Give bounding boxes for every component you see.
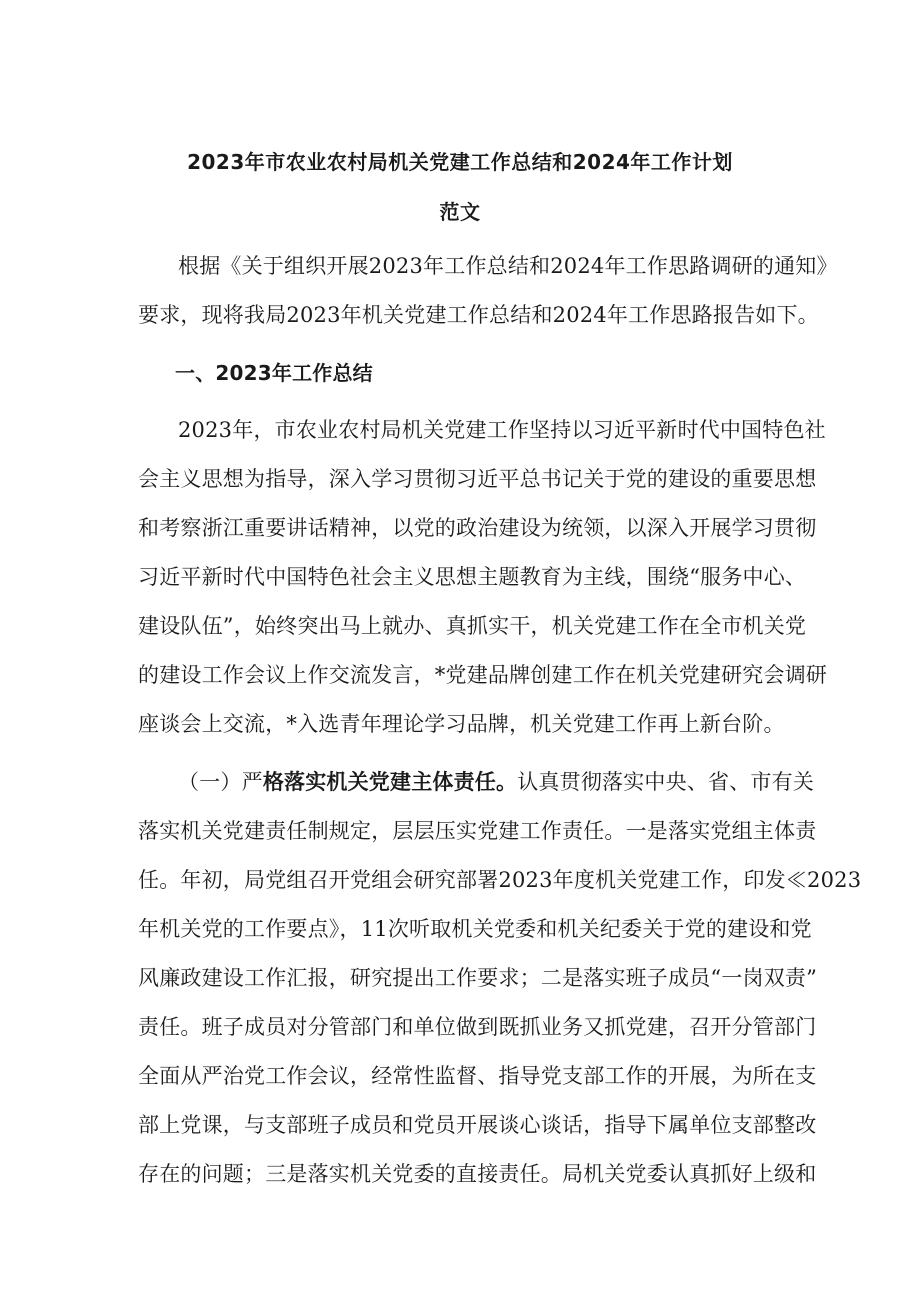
paragraph-line: 存在的问题；三是落实机关党委的直接责任。局机关党委认真抓好上级和: [138, 1162, 817, 1186]
section-heading: 一、2023年工作总结: [175, 361, 373, 385]
paragraph-line: 座谈会上交流，*入选青年理论学习品牌，机关党建工作再上新台阶。: [138, 712, 785, 736]
paragraph-line: 习近平新时代中国特色社会主义思想主题教育为主线，围绕“服务中心、: [138, 565, 807, 589]
paragraph-line: 年机关党的工作要点》，11次听取机关党委和机关纪委关于党的建设和党: [138, 917, 812, 941]
paragraph-line: 落实机关党建责任制规定，层层压实党建工作责任。一是落实党组主体责: [138, 819, 817, 843]
paragraph-line: 2023年，市农业农村局机关党建工作坚持以习近平新时代中国特色社: [178, 418, 826, 442]
subsection-heading: 格落实机关党建主体责任。: [262, 770, 518, 794]
intro-line: 要求，现将我局2023年机关党建工作总结和2024年工作思路报告如下。: [138, 303, 819, 327]
paragraph-line: 的建设工作会议上作交流发言，*党建品牌创建工作在机关党建研究会调研: [138, 663, 828, 687]
paragraph-line: 会主义思想为指导，深入学习贯彻习近平总书记关于党的建设的重要思想: [138, 467, 817, 491]
paragraph-line: 责任。班子成员对分管部门和单位做到既抓业务又抓党建，召开分管部门: [138, 1015, 817, 1039]
paragraph-line: 建设队伍”，始终突出马上就办、真抓实干，机关党建工作在全市机关党: [138, 614, 807, 638]
subsection-lead-text: 认真贯彻落实中央、省、市有关: [517, 770, 815, 794]
document-title: 2023年市农业农村局机关党建工作总结和2024年工作计划: [187, 150, 733, 174]
paragraph-line: 部上党课，与支部班子成员和党员开展谈心谈话，指导下属单位支部整改: [138, 1113, 817, 1137]
intro-line: 根据《关于组织开展2023年工作总结和2024年工作思路调研的通知》: [178, 254, 838, 278]
paragraph-line: 和考察浙江重要讲话精神，以党的政治建设为统领，以深入开展学习贯彻: [138, 516, 817, 540]
paragraph-line: 任。年初，局党组召开党组会研究部署2023年度机关党建工作，印发≪2023: [138, 868, 862, 892]
subsection-lead-line: [178, 767, 815, 797]
document-title-continued: 范文: [439, 200, 481, 224]
paragraph-line: 全面从严治党工作会议，经常性监督、指导党支部工作的开展，为所在支: [138, 1064, 817, 1088]
paragraph-line: 风廉政建设工作汇报，研究提出工作要求；二是落实班子成员“一岗双责”: [138, 966, 818, 990]
subsection-number: （一）严: [178, 770, 263, 794]
